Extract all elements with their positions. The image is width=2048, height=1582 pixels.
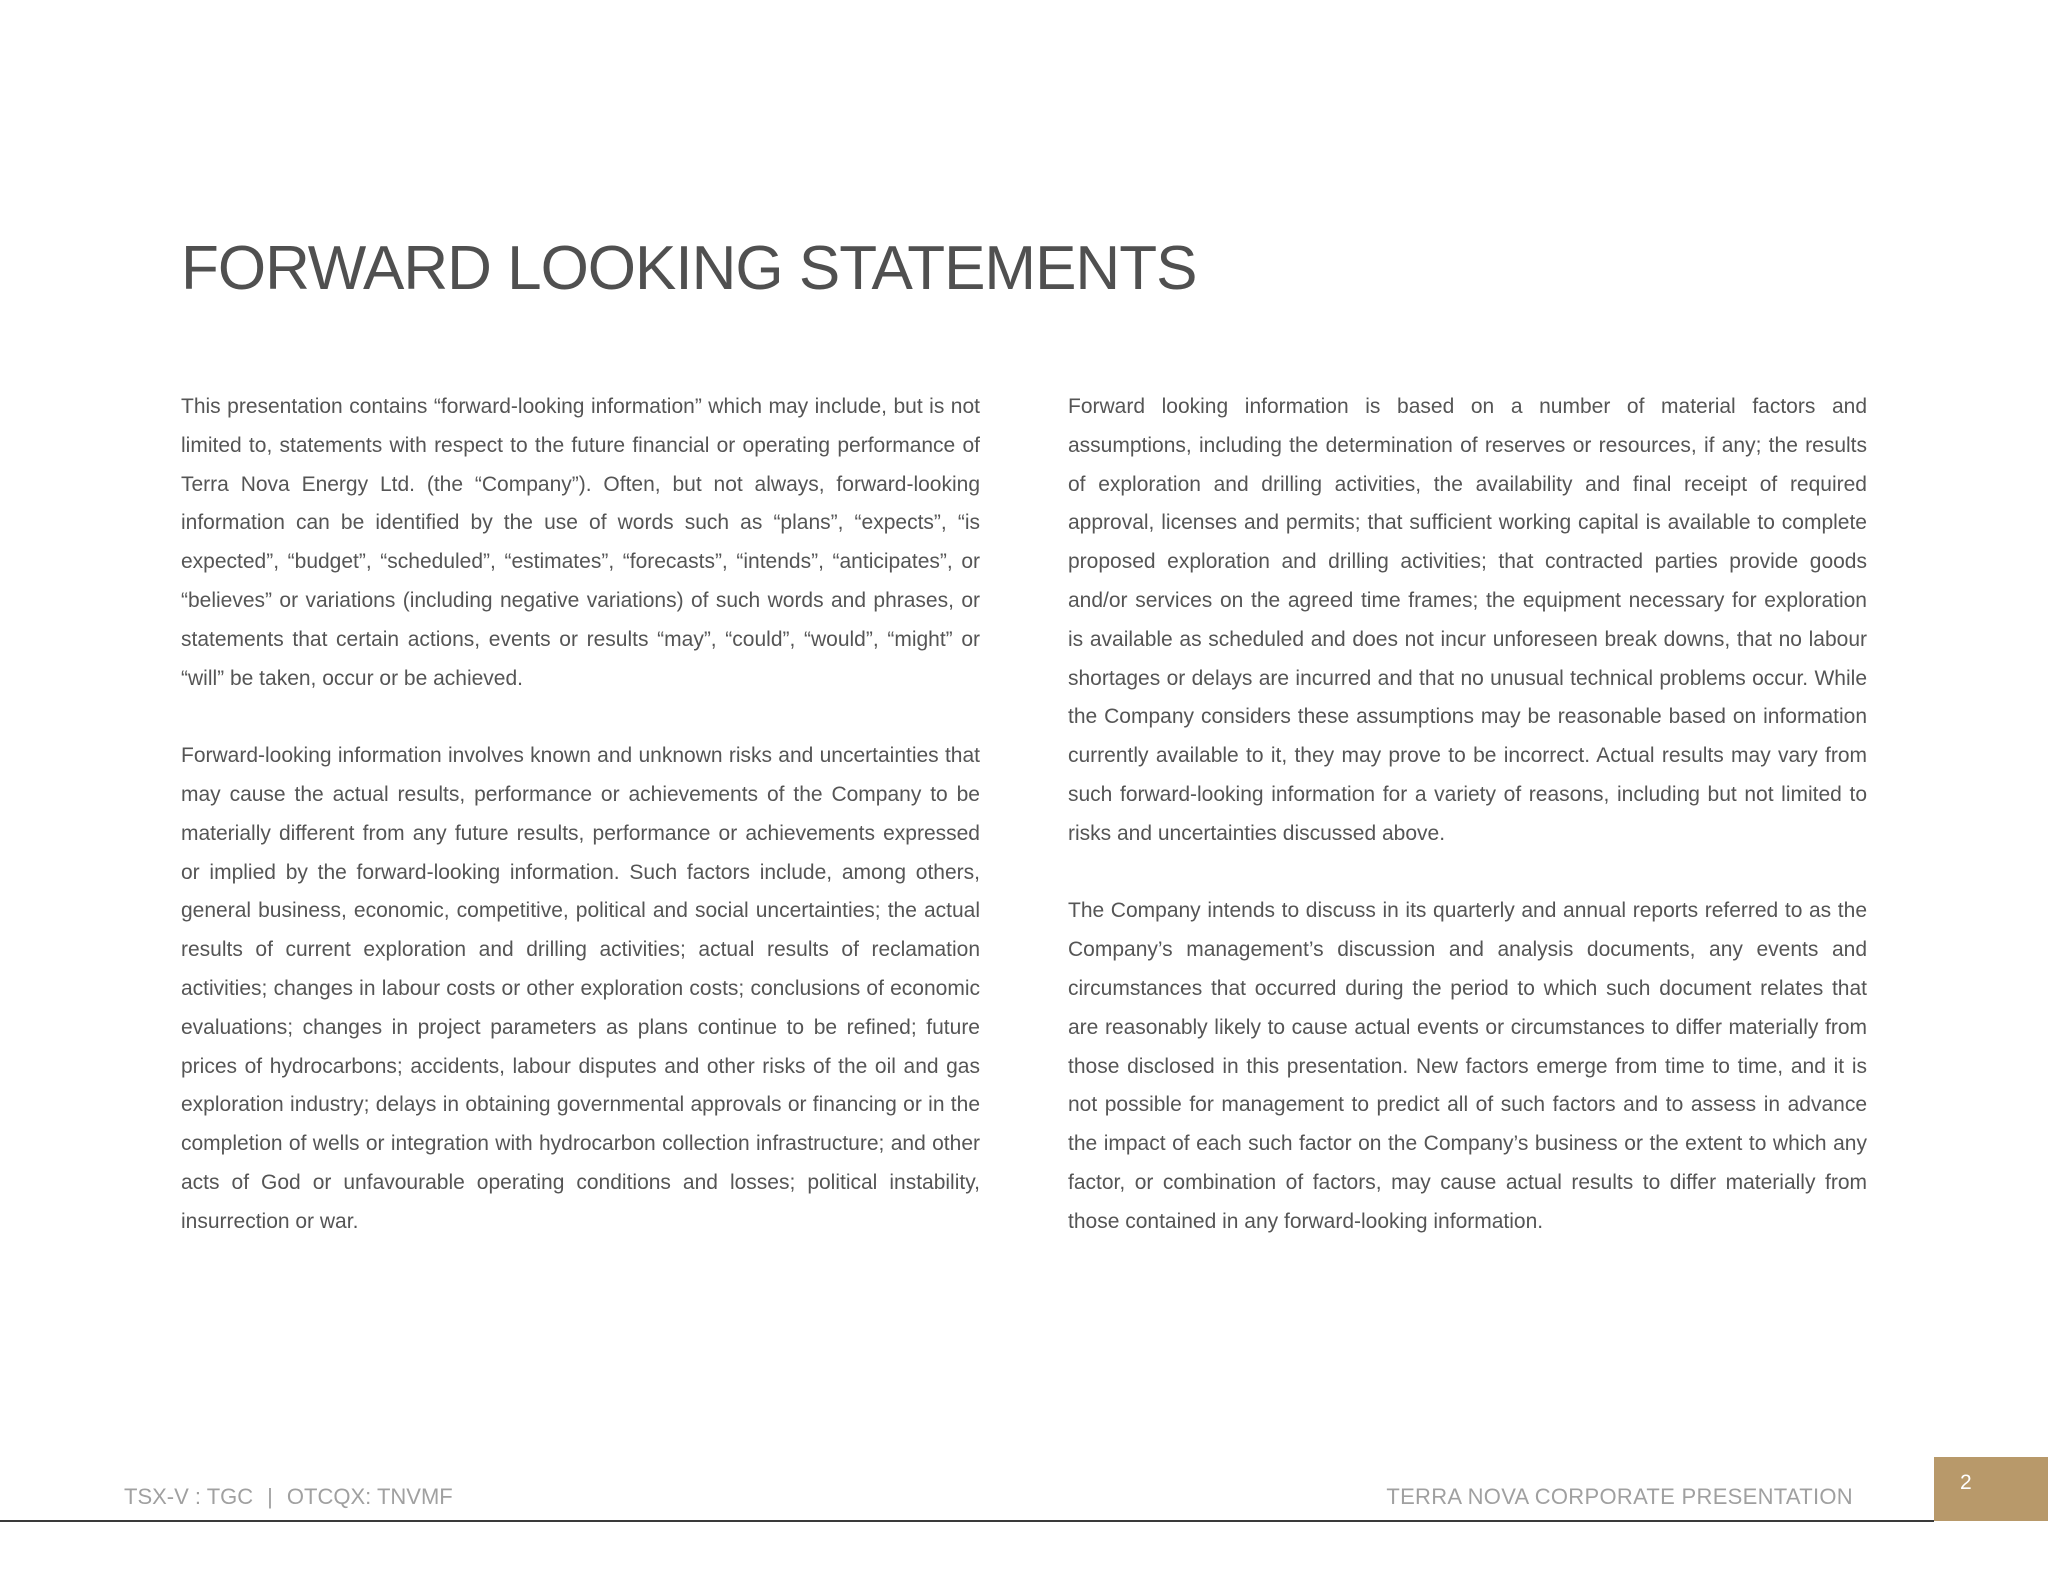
ticker-tsx: TSX-V : TGC (124, 1484, 254, 1509)
left-text-column (181, 388, 980, 1280)
footer-presentation-label: TERRA NOVA CORPORATE PRESENTATION (1386, 1484, 1853, 1509)
ticker-separator: | (267, 1484, 273, 1509)
paragraph-assumptions: Forward looking information is based on a number of material factors and assumptions, including the determination of reserves or resources, if any; the results of exploration and drilling activities, the availability and final receipt of required approval, licenses and permits; that sufficient working capital is available to complete proposed exploration and drilling activities; that contracted parties provide goods and/or services on the agreed time frames; the equipment necessary for exploration is available as scheduled and does not incur unforeseen break downs, that no labour shortages or delays are incurred and that no unusual technical problems occur. While the Company considers these assumptions may be reasonable based on information currently available to it, they may prove to be incorrect. Actual results may vary from such forward-looking information for a variety of reasons, including but not limited to risks and uncertainties discussed above. (1068, 395, 1867, 845)
footer-tickers (124, 1484, 453, 1510)
page-number-badge (1934, 1457, 2048, 1521)
ticker-otc: OTCQX: TNVMF (286, 1484, 453, 1509)
footer-divider (0, 1520, 1934, 1522)
page-number: 2 (1960, 1471, 1972, 1494)
paragraph-risks: Forward-looking information involves known and unknown risks and uncertainties that may cause the actual results, performance or achievements of the Company to be materially different from any future results, performance or achievements expressed or implied by the forward-looking information. Such factors include, among others, general business, economic, competitive, political and social uncertainties; the actual results of current exploration and drilling activities; actual results of reclamation activities; changes in labour costs or other exploration costs; conclusions of economic evaluations; changes in project parameters as plans continue to be refined; future prices of hydrocarbons; accidents, labour disputes and other risks of the oil and gas exploration industry; delays in obtaining governmental approvals or financing or in the completion of wells or integration with hydrocarbon collection infrastructure; and other acts of God or unfavourable operating conditions and losses; political instability, insurrection or war. (181, 744, 980, 1233)
paragraph-intro: This presentation contains “forward-looking information” which may include, but is not limited to, statements with respect to the future financial or operating performance of Terra Nova Energy Ltd. (the “Company”). Often, but not always, forward-looking information can be identified by the use of words such as “plans”, “expects”, “is expected”, “budget”, “scheduled”, “estimates”, “forecasts”, “intends”, “anticipates”, or “believes” or variations (including negative variations) of such words and phrases, or statements that certain actions, events or results “may”, “could”, “would”, “might” or “will” be taken, occur or be achieved. (181, 395, 980, 690)
paragraph-reporting: The Company intends to discuss in its quarterly and annual reports referred to as the Company’s management’s discussion and analysis documents, any events and circumstances that occurred during the period to which such document relates that are reasonably likely to cause actual events or circumstances to differ materially from those disclosed in this presentation. New factors emerge from time to time, and it is not possible for management to predict all of such factors and to assess in advance the impact of each such factor on the Company’s business or the extent to which any factor, or combination of factors, may cause actual results to differ materially from those contained in any forward-looking information. (1068, 899, 1867, 1233)
page-title: FORWARD LOOKING STATEMENTS (181, 234, 1197, 303)
right-text-column (1068, 388, 1867, 1280)
